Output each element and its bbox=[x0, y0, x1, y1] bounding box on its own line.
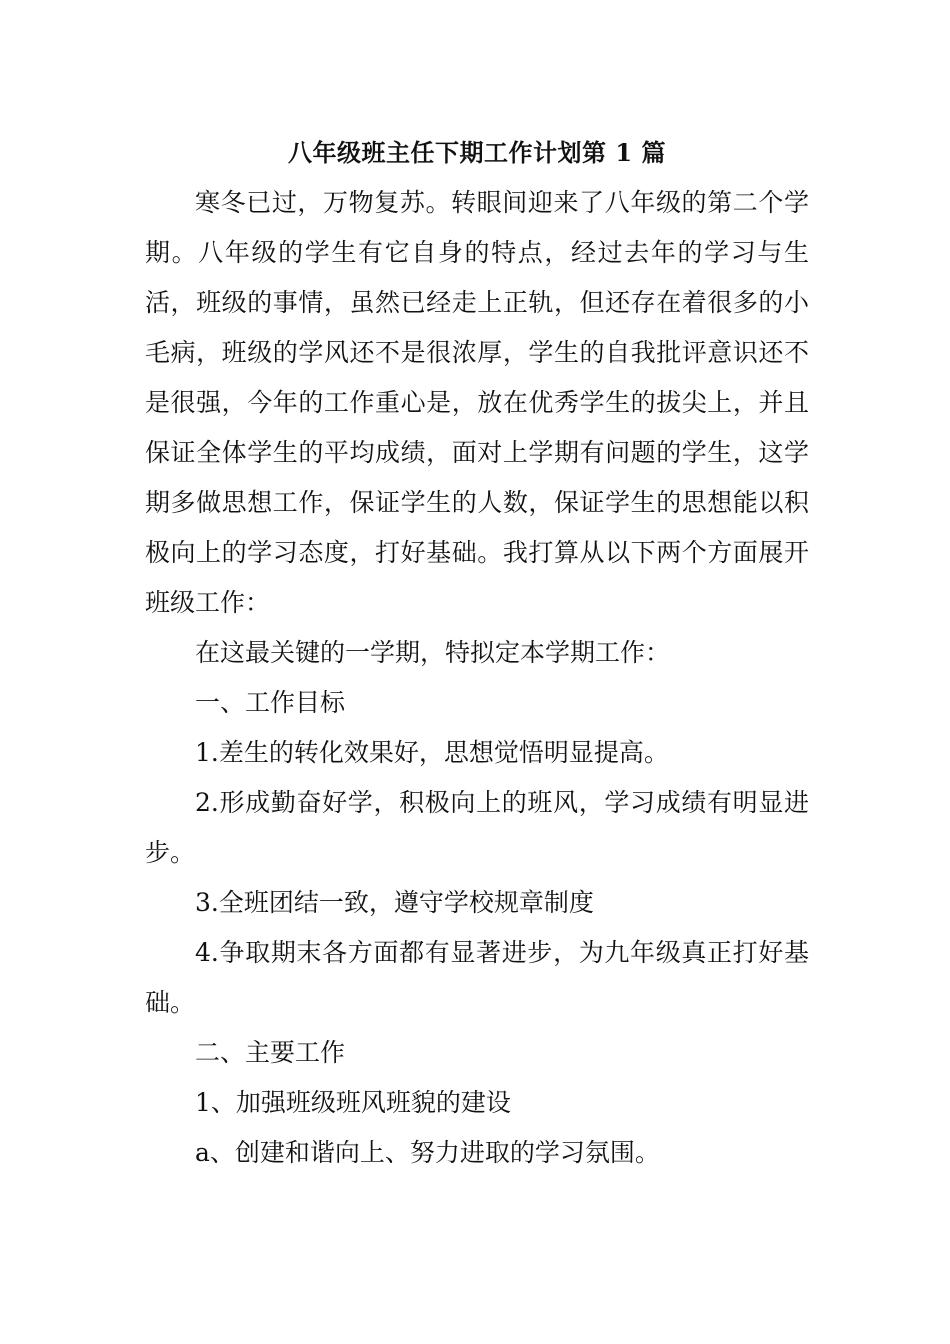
intro-paragraph: 寒冬已过，万物复苏。转眼间迎来了八年级的第二个学期。八年级的学生有它自身的特点，经过去年的学习与生活，班级的事情，虽然已经走上正轨，但还存在着很多的小毛病，班级的学风还不是很浓厚，学生的自我批评意识还不是很强，今年的工作重心是，放在优秀学生的拔尖上，并且保证全体学生的平均成绩，面对上学期有问题的学生，这学期多做思想工作，保证学生的人数，保证学生的思想能以积极向上的学习态度，打好基础。我打算从以下两个方面展开班级工作： bbox=[145, 188, 809, 617]
goal-item-2: 2.形成勤奋好学，积极向上的班风，学习成绩有明显进步。 bbox=[145, 788, 809, 867]
goal-item-4: 4.争取期末各方面都有显著进步，为九年级真正打好基础。 bbox=[145, 938, 809, 1017]
plan-intro-line: 在这最关键的一学期，特拟定本学期工作： bbox=[195, 638, 671, 667]
document-title: 八年级班主任下期工作计划第 1 篇 bbox=[288, 138, 666, 167]
section-heading-goals: 一、工作目标 bbox=[195, 688, 346, 717]
goal-item-3: 3.全班团结一致，遵守学校规章制度 bbox=[195, 888, 594, 917]
section-heading-main-work: 二、主要工作 bbox=[195, 1038, 346, 1067]
document-body bbox=[145, 128, 809, 1178]
work-item-1: 1、加强班级班风班貌的建设 bbox=[195, 1088, 511, 1117]
work-subitem-a: a、创建和谐向上、努力进取的学习氛围。 bbox=[195, 1138, 660, 1167]
goal-item-1: 1.差生的转化效果好，思想觉悟明显提高。 bbox=[195, 738, 669, 767]
